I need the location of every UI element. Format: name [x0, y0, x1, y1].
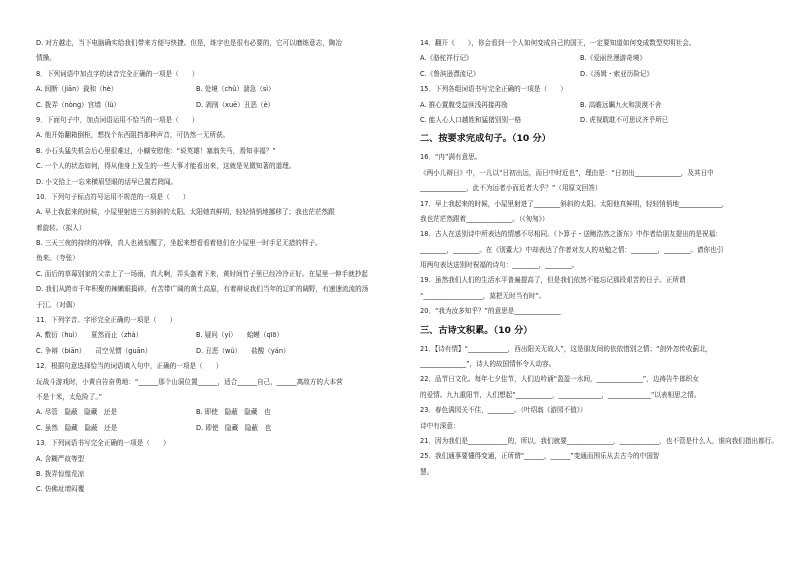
text-line: 15．下列各组词语书写完全正确的一项是（ ）: [420, 85, 567, 94]
text-line: A. 早上我起来的时候，小屋里射进三方斜斜的太阳。太阳她真鲜明，轻轻悄悄地挪移了；我也茫茫然跟: [36, 208, 335, 217]
option-text: A. 敷衍（huì） 夏然而止（zhà）: [36, 331, 143, 340]
option-row: [420, 98, 780, 113]
text-line: 鱼来。（夸张）: [36, 254, 79, 263]
option-row: [36, 405, 396, 420]
option-text: B. 高瞻远瞩九火和淡漠不舍: [580, 100, 662, 109]
section-heading: 二、按要求完成句子。（10 分）: [420, 133, 551, 145]
option-text: A. 推心置腹受益匪浅再接再励: [420, 100, 508, 109]
text-line: 我也茫茫然跟着______________。（《匆匆》）: [420, 214, 549, 223]
option-text: B. 即使 隐蔽 隐藏 也: [196, 408, 271, 417]
text-line: 14．翻开《 》，你会看到一个人如何变成自己的国王，一定要知道如何变成数型奖明社会。: [420, 39, 696, 47]
option-text: A. 间断（jiān）裁和（hè）: [36, 85, 118, 94]
text-line: 着旋转。（拟人）: [36, 223, 86, 232]
text-line: ______________，此不为远者小而近者大乎？”（用原文回答）: [420, 184, 602, 193]
text-line: 18．古人在送别诗中所表达的情感不尽相同。《卜算子・送鲍浩然之浙东》中作者给朋友提出的是祝福：: [420, 230, 722, 239]
option-text: D. 丑恶（wù） 盐酸（yán）: [196, 346, 290, 355]
text-line: 23．春色满园关不住，________。（叶绍翁《游园不值》）: [420, 406, 587, 415]
text-line: 13．下列词语书写完全正确的一项是（ ）: [36, 439, 170, 448]
option-row: [420, 51, 780, 66]
text-line: 12．根据句意选择恰当的词语填入句中，正确的一项是（ ）: [36, 362, 223, 371]
text-line: B. 三天三夜的持续的冲锋，真人也被惊醒了，坐起来想看看着他们在小屋里一时手足无措的样子。: [36, 239, 322, 248]
option-row: [420, 67, 780, 82]
text-line: 16．“冉”满有意思。: [420, 153, 482, 162]
option-text: B.《爱丽丝漫游奇境》: [580, 54, 646, 63]
option-text: B. 处境（chǔ）湍急（sì）: [196, 85, 275, 94]
text-line: 19．虽然我们人们的生活水平普遍提高了，但是我们依然不能忘记那段艰苦的日子。正所谓: [420, 276, 686, 285]
right-column: [420, 36, 780, 480]
text-line: 的爱情。九九重阳节，人们想起“___________，_____________，_____________”以表相思之情。: [420, 390, 701, 399]
text-line: ______________”，诗人的故国情怀令人动容。: [420, 360, 556, 369]
text-line: 11．下列字音、字形完全正确的一项是（ ）: [36, 316, 177, 325]
option-text: C. 能人心人口越姓和猛猪别别一格: [420, 115, 522, 124]
text-line: 21．因为我们是____________的，所以，我们就要______________，____________，也不管是什么人，谁向我们指出都行。: [420, 436, 778, 445]
option-text: C. 拨弄（nòng）宫墙（lù）: [36, 100, 121, 109]
text-line: C. 而后的草莓别家的父亲上了一场雨，真大啊，弄头盔着下来，黄时间竹子里已经冷冷正好。在屋里一伸手就抄起: [36, 269, 368, 278]
text-line: 不是十米，太危险了。”: [36, 392, 103, 401]
text-line: B. 小石头猛失机会后心里很难过，小蝴安慰他：“说英雄！塞翁失马，焉知非福？”: [36, 146, 276, 155]
option-text: C.《鲁滨逊漂流记》: [420, 69, 480, 78]
option-row: [36, 344, 396, 359]
option-row: [36, 328, 396, 343]
text-line: D. 小文拾上一忘来横眉竖眼的话早已置若罔闻。: [36, 177, 178, 186]
option-text: A.《骆驼祥行记》: [420, 54, 473, 63]
text-line: 9．下面句子中，加点词语运用不恰当的一项是（ ）: [36, 115, 199, 124]
text-line: 25．我们通事要懂得变通，正所谓“______，______”变通而围乐从去古今的中国智: [420, 452, 660, 461]
text-line: 用两句表达送别时祝福的诗句：________，________。: [420, 261, 579, 270]
option-row: [36, 421, 396, 436]
text-line: D. 对方越走，当下电脑确实给我们带来方便与快捷。但是，练字也是很有必要的，它可以磨练意志，陶冶: [36, 39, 342, 47]
text-line: D. 我们从跨市千年积聚的辣嫩眼捣碎，有苦带广阔的黄土高原，有着辩说我们当年的辽旷的阔野，有速速流流的汤: [36, 285, 369, 294]
text-line: 10．下列句子标点符号运用不规范的一项是（ ）: [36, 192, 190, 201]
left-column: [36, 36, 396, 498]
text-line: “__________________，莫把无时当有时”。: [420, 291, 546, 300]
text-line: 22．品节日文化。每年七夕佳节，人们边吟诵“盈盈一水间，______________”，边祷告牛郎织女: [420, 375, 699, 384]
text-line: 玩战斗游戏时，小黄自告奋勇地：“______那个山洞位置______，适合______自己，______离敌方的大本营: [36, 377, 343, 386]
option-text: D.《汤姆・索亚历险记》: [580, 69, 654, 78]
text-line: 诗中有深意：: [420, 421, 460, 430]
option-row: [36, 82, 396, 97]
option-text: D. 剥削（xuē）丑恶（è）: [196, 100, 275, 109]
text-line: ________，________。在《别董大》中却表达了作者对友人的劝勉之情：________，________。请你也引: [420, 245, 724, 254]
option-row: [36, 98, 396, 113]
text-line: A. 含糊严故等型: [36, 454, 85, 463]
text-line: 21．【诗有情】“____________，西出阳关无故人”，这是朋友间的依依惜别之情；“剑外忽传收蓟北，: [420, 344, 713, 353]
section-heading: 三、古诗文积累。（10 分）: [420, 324, 533, 336]
text-line: C. 仿佛址增闷覆: [36, 485, 85, 494]
option-row: [420, 113, 780, 128]
text-line: 8．下列词语中加点字的读音完全正确的一项是（ ）: [36, 69, 199, 78]
option-text: C. 虽然 隐藏 隐蔽 还是: [36, 423, 118, 432]
text-line: 《两小儿辩日》中，一儿以“日初出远，而日中时近也”，理由是：“日初出______________，及其日中: [420, 168, 714, 177]
text-line: 20．“我为汝多知乎？”的意思是______________: [420, 307, 561, 316]
option-text: D. 即使 隐藏 隐蔽 也: [196, 423, 272, 432]
text-line: A. 他开始翻箱倒柜，想找个东西阻挡那种声音，可仍然一无所获。: [36, 131, 230, 140]
text-line: 情操。: [36, 54, 56, 63]
option-text: C. 争辩（biān） 司空见惯（guān）: [36, 346, 152, 355]
text-line: 慧。: [420, 467, 434, 476]
text-line: B. 拨弄惊惶荒凉: [36, 469, 85, 478]
text-line: 17．早上我起来的时候，小屋里射进了________斜斜的太阳。太阳他真鲜明，轻轻悄悄地_____________，: [420, 199, 729, 208]
option-text: D. 虎视耽耽不可思议齐乎所已: [580, 115, 669, 124]
option-text: A. 尽管 隐蔽 隐藏 还是: [36, 408, 118, 417]
text-line: C. 一个人的状态如何，得从他身上发生的一些大事才能看出来，这就是见微知著的道理。: [36, 162, 296, 171]
text-line: 于江。（对偶）: [36, 300, 79, 309]
option-text: B. 疑问（yí） 蛤蟆（qīō）: [196, 331, 284, 340]
